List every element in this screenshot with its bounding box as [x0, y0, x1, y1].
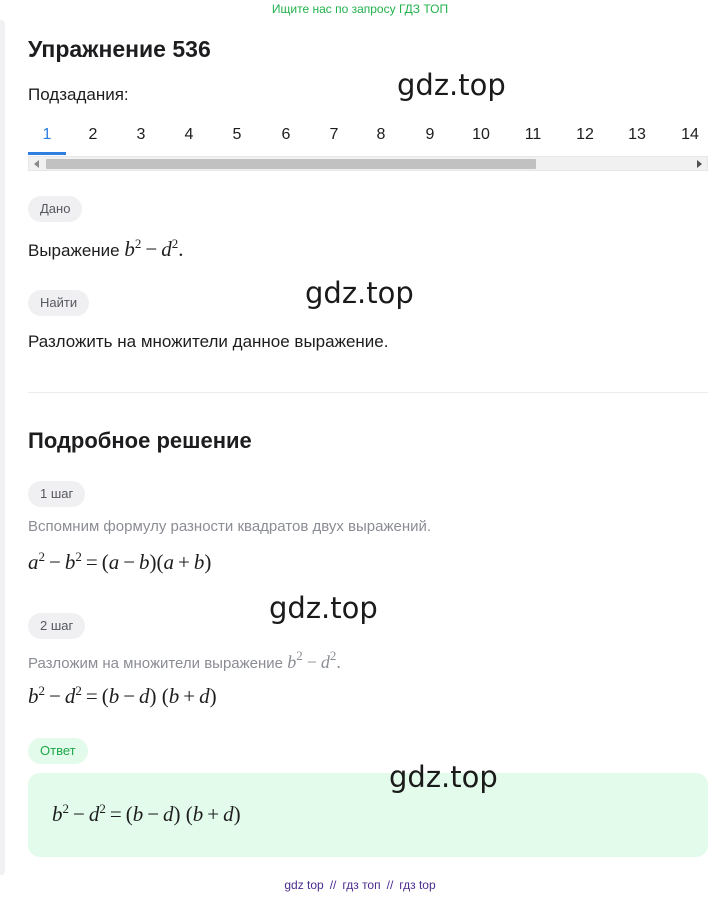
- footer-separator: //: [329, 878, 337, 892]
- tab-5[interactable]: 5: [232, 126, 242, 143]
- math-var: b: [193, 550, 205, 574]
- math-paren: (: [156, 550, 164, 574]
- given-label: Выражение: [28, 241, 120, 260]
- tab-9[interactable]: 9: [425, 126, 435, 143]
- footer-separator: //: [386, 878, 394, 892]
- find-text: Разложить на множители данное выражение.: [28, 332, 389, 351]
- math-exponent: 2: [99, 801, 106, 816]
- scroll-right-icon[interactable]: [697, 160, 702, 168]
- step-2-label: Разложим на множители выражение: [28, 655, 284, 672]
- math-var: b: [192, 802, 204, 826]
- math-punct: .: [336, 652, 341, 672]
- math-paren: (: [185, 802, 193, 826]
- math-operator: −: [145, 237, 158, 261]
- math-var: d: [320, 652, 330, 672]
- step-1-text: Вспомним формулу разности квадратов двух выражений.: [28, 518, 432, 535]
- math-var: a: [163, 550, 175, 574]
- math-var: b: [287, 652, 297, 672]
- tab-2[interactable]: 2: [88, 126, 98, 143]
- math-paren: ): [173, 802, 181, 826]
- watermark: gdz.top: [397, 68, 506, 102]
- tab-8[interactable]: 8: [376, 126, 386, 143]
- math-exponent: 2: [38, 549, 45, 564]
- math-var: b: [124, 237, 135, 261]
- tab-4[interactable]: 4: [184, 126, 194, 143]
- watermark: gdz.top: [305, 276, 414, 310]
- math-var: b: [132, 802, 144, 826]
- math-paren: ): [204, 550, 212, 574]
- active-tab-indicator: [28, 152, 66, 155]
- step-2-inline-expression: [287, 648, 341, 672]
- answer-formula: [52, 801, 241, 827]
- tab-7[interactable]: 7: [329, 126, 339, 143]
- footer-link-1[interactable]: gdz top: [284, 878, 324, 892]
- math-exponent: 2: [38, 683, 45, 698]
- footer-links: [0, 878, 720, 892]
- footer-link-3[interactable]: гдз top: [399, 878, 436, 892]
- watermark: gdz.top: [389, 760, 498, 794]
- math-var: d: [163, 802, 174, 826]
- step-2-text: [28, 648, 341, 673]
- tab-1[interactable]: 1: [42, 126, 52, 143]
- math-var: d: [139, 684, 150, 708]
- math-var: b: [52, 802, 63, 826]
- math-operator: −: [306, 652, 317, 672]
- math-var: d: [199, 684, 210, 708]
- math-var: d: [64, 684, 76, 708]
- math-operator: +: [183, 684, 196, 708]
- scroll-left-icon[interactable]: [34, 160, 39, 168]
- subtask-tabs: [28, 124, 708, 156]
- math-paren: (: [161, 684, 169, 708]
- math-paren: ): [149, 684, 157, 708]
- math-var: a: [108, 550, 120, 574]
- math-operator: −: [49, 550, 61, 574]
- math-paren: ): [233, 802, 241, 826]
- math-var: d: [223, 802, 234, 826]
- math-exponent: 2: [329, 648, 337, 663]
- tab-10[interactable]: 10: [472, 126, 490, 143]
- math-equals: =: [109, 802, 122, 826]
- tabs-scrollbar[interactable]: [28, 156, 708, 171]
- math-exponent: 2: [75, 549, 82, 564]
- section-divider: [28, 392, 708, 393]
- given-expression: [124, 237, 183, 261]
- math-equals: =: [85, 684, 98, 708]
- tab-13[interactable]: 13: [628, 126, 646, 143]
- math-paren: (: [101, 684, 109, 708]
- top-promo-link[interactable]: Ищите нас по запросу ГДЗ ТОП: [271, 2, 449, 16]
- math-var: d: [161, 237, 172, 261]
- watermark: gdz.top: [269, 591, 378, 625]
- scroll-thumb[interactable]: [46, 159, 536, 169]
- step-1-formula: [28, 549, 211, 575]
- footer-link-2[interactable]: гдз топ: [342, 878, 381, 892]
- math-operator: −: [49, 684, 61, 708]
- math-paren: ): [209, 684, 217, 708]
- step-2-formula: [28, 683, 217, 709]
- math-equals: =: [85, 550, 98, 574]
- find-badge: Найти: [28, 290, 89, 316]
- math-exponent: 2: [134, 236, 142, 251]
- math-var: b: [139, 550, 150, 574]
- math-var: b: [108, 684, 120, 708]
- math-var: b: [64, 550, 76, 574]
- given-badge: Дано: [28, 196, 82, 222]
- math-var: b: [28, 684, 39, 708]
- math-exponent: 2: [171, 236, 179, 251]
- step-1-badge: 1 шаг: [28, 481, 85, 507]
- tab-12[interactable]: 12: [576, 126, 594, 143]
- solution-title: Подробное решение: [28, 428, 252, 453]
- subtasks-label: Подзадания:: [28, 85, 129, 104]
- step-2-badge: 2 шаг: [28, 613, 85, 639]
- math-operator: −: [123, 550, 136, 574]
- given-text: [28, 236, 183, 262]
- math-operator: +: [178, 550, 190, 574]
- math-var: d: [88, 802, 100, 826]
- math-var: b: [168, 684, 180, 708]
- math-paren: (: [125, 802, 133, 826]
- tab-14[interactable]: 14: [681, 126, 699, 143]
- math-paren: (: [101, 550, 109, 574]
- math-paren: ): [149, 550, 157, 574]
- math-punct: .: [178, 237, 184, 261]
- math-operator: −: [123, 684, 136, 708]
- math-exponent: 2: [296, 648, 303, 663]
- math-exponent: 2: [75, 683, 82, 698]
- math-operator: −: [73, 802, 85, 826]
- tab-11[interactable]: 11: [524, 126, 542, 143]
- math-exponent: 2: [62, 801, 69, 816]
- answer-badge: Ответ: [28, 738, 88, 764]
- math-var: a: [28, 550, 39, 574]
- math-operator: +: [207, 802, 220, 826]
- tab-6[interactable]: 6: [281, 126, 291, 143]
- tab-3[interactable]: 3: [136, 126, 146, 143]
- left-edge-bar: [0, 20, 5, 875]
- math-operator: −: [147, 802, 160, 826]
- page-title: Упражнение 536: [28, 36, 211, 62]
- answer-box: [28, 773, 708, 857]
